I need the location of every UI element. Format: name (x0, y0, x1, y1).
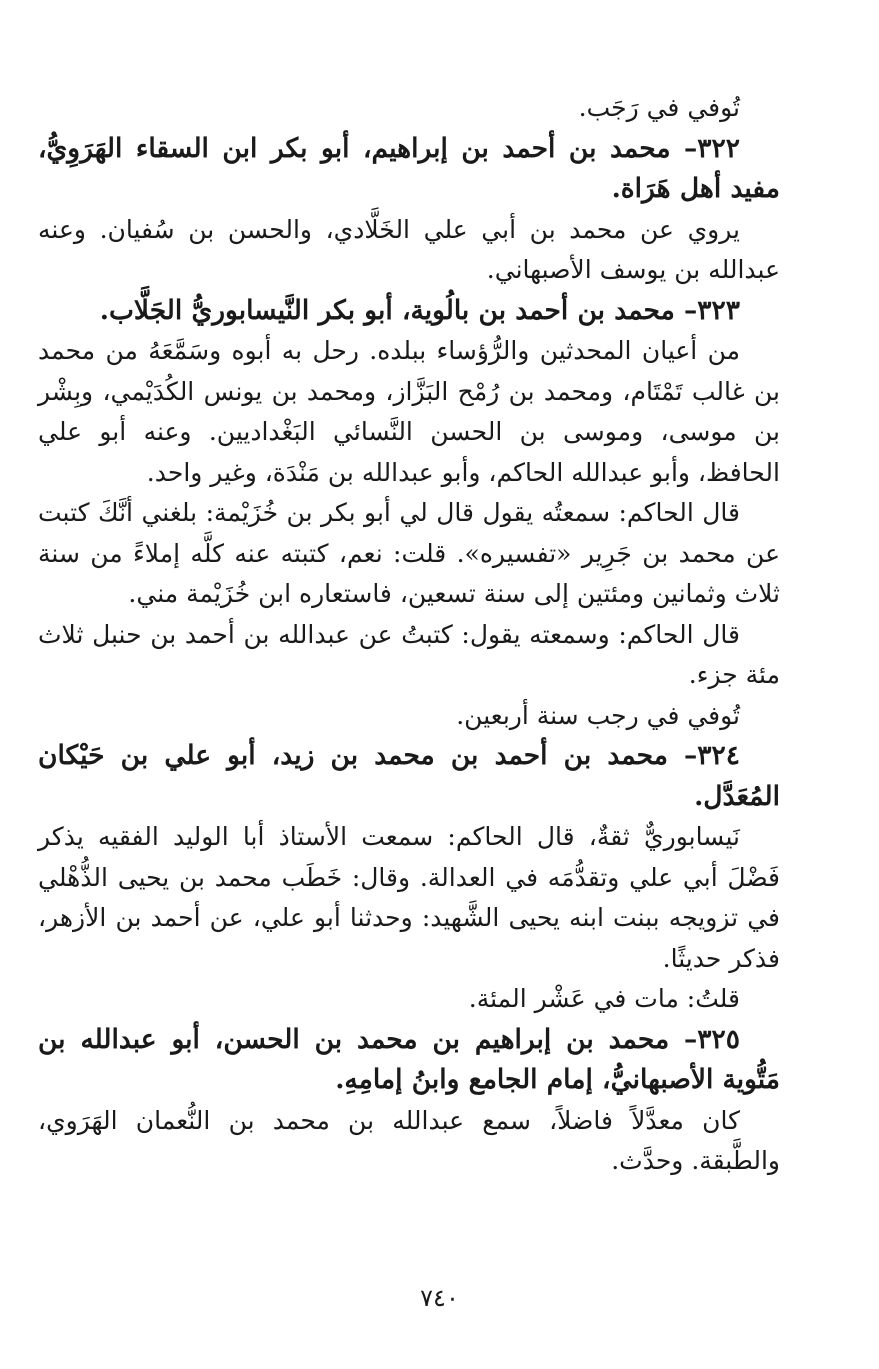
entry-note-324: قلتُ: مات في عَشْر المئة. (468, 984, 740, 1013)
entry-body-324: نَيسابوريٌّ ثقةٌ، قال الحاكم: سمعت الأستاذ أبا الوليد الفقيه يذكر فَضْلَ أبي علي وتقدُّمَه في العدالة. وقال: خَطَب محمد بن يحيى الذُّهْلي في تزويجه ببنت ابنه يحيى الشَّهيد: وحدثنا أبو علي، عن أحمد بن الأزهر، فذكر حديثًا. (38, 822, 780, 973)
entry-body-322: يروي عن محمد بن أبي علي الخَلَّادي، والحسن بن سُفيان. وعنه عبدالله بن يوسف الأصبهاني. (38, 214, 780, 284)
page-number: ٧٤٠ (420, 1284, 459, 1312)
entry-quote-323-a: قال الحاكم: سمعتُه يقول قال لي أبو بكر بن خُزَيْمة: بلغني أنَّكَ كتبت عن محمد بن جَرِير «تفسيره». قلت: نعم، كتبته عنه كلَّه إملاءً من سنة ثلاث وثمانين ومئتين إلى سنة تسعين، فاستعاره ابن خُزَيْمة مني. (38, 498, 780, 608)
entry-heading-323: ٣٢٣– محمد بن أحمد بن بالُوية، أبو بكر النَّيسابوريُّ الجَلَّاب. (99, 294, 740, 326)
entry-body-325: كان معدَّلاً فاضلاً، سمع عبدالله بن محمد بن النُّعمان الهَرَوي، والطَّبقة. وحدَّث. (38, 1105, 780, 1175)
page-text (38, 88, 780, 1182)
entry-heading-325: ٣٢٥– محمد بن إبراهيم بن محمد بن الحسن، أبو عبدالله بن مَتُّوية الأصبهانيُّ، إمام الجامع وابنُ إمامِهِ. (38, 1023, 780, 1095)
death-note: تُوفي في رَجَب. (578, 93, 740, 122)
entry-death-323: تُوفي في رجب سنة أربعين. (456, 700, 740, 730)
entry-body-323: من أعيان المحدثين والرُّؤساء ببلده. رحل به أبوه وسَمَّعَهُ من محمد بن غالب تَمْتَام، ومحمد بن رُمْح البَزَّاز، ومحمد بن يونس الكُدَيْمي، وبِشْر بن موسى، وموسى بن الحسن النَّسائي البَغْداديين. وعنه أبو علي الحافظ، وأبو عبدالله الحاكم، وأبو عبدالله بن مَنْدَة، وغير واحد. (38, 336, 780, 487)
entry-quote-323-b: قال الحاكم: وسمعته يقول: كتبتُ عن عبدالله بن أحمد بن حنبل ثلاث مئة جزء. (38, 619, 780, 689)
entry-heading-322: ٣٢٢– محمد بن أحمد بن إبراهيم، أبو بكر ابن السقاء الهَرَوِيُّ، مفيد أهل هَرَاة. (38, 132, 780, 204)
entry-heading-324: ٣٢٤– محمد بن أحمد بن محمد بن زيد، أبو علي بن حَيْكان المُعَدَّل. (38, 740, 780, 812)
